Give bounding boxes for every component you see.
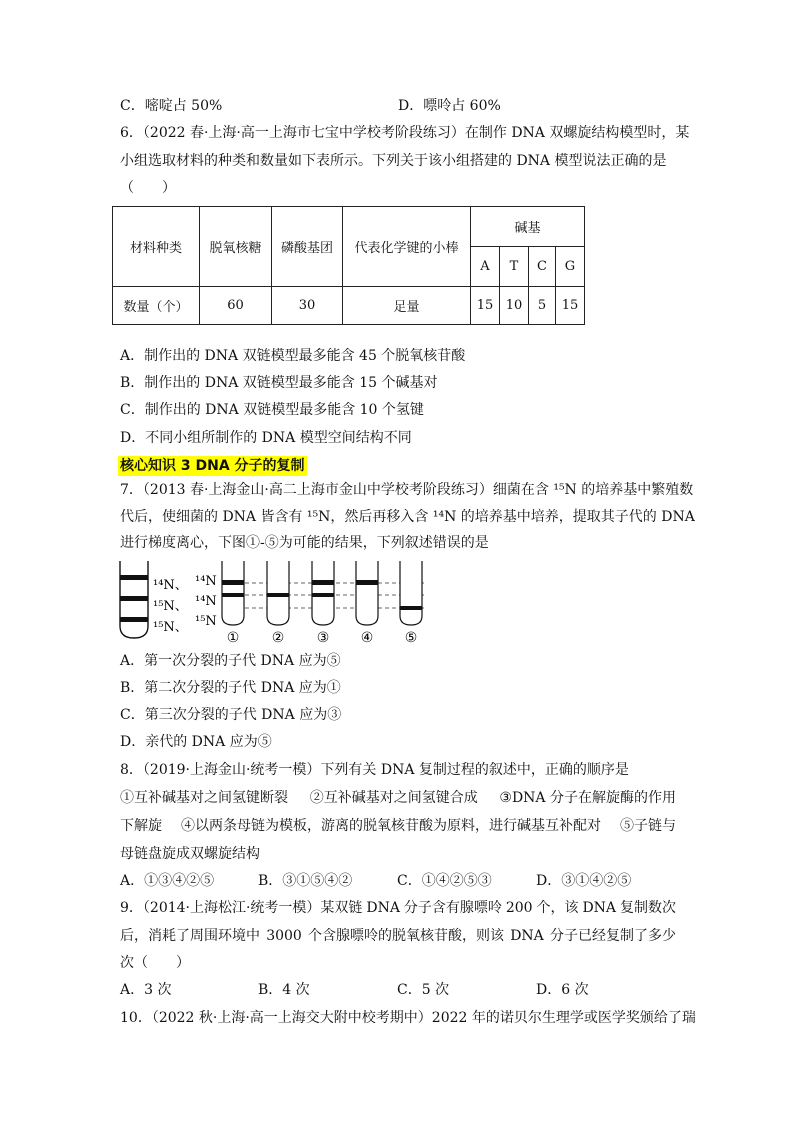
left-label-2: ¹⁵N、 [153,599,188,614]
base-c: C [529,247,556,287]
q7-stem-line2: 代后，使细菌的 DNA 皆含有 ¹⁵N，然后再移入含 ¹⁴N 的培养基中培养，提取其子代的 DNA [120,509,695,525]
count-sugar: 60 [200,287,272,325]
q6-option-d: D．不同小组所制作的 DNA 模型空间结构不同 [120,430,412,446]
q8-option-b: B．③①⑤④② [258,873,353,889]
q7-option-b: B．第二次分裂的子代 DNA 应为① [120,680,341,696]
q6-option-a: A．制作出的 DNA 双链模型最多能含 45 个脱氧核苷酸 [120,348,466,364]
q8-steps-line2 [120,816,676,836]
q6-option-b: B．制作出的 DNA 双链模型最多能含 15 个碱基对 [120,375,438,391]
base-g: G [556,247,585,287]
base-t: T [500,247,529,287]
q9-option-d: D．6 次 [536,982,589,998]
q8-option-c: C．①④②⑤③ [397,873,492,889]
parent-band-middle [120,596,148,601]
q9-text-2: DNA [366,900,400,916]
header-sugar: 脱氧核糖 [200,207,272,287]
left-label-3: ¹⁵N、 [153,620,188,635]
q9-text-4: 200 [505,900,533,916]
tube-3-band-hybrid [312,593,334,597]
q9-text-12: 分子已经复制了多少 [549,928,676,944]
materials-table [112,206,585,325]
parent-band-bottom [120,617,148,622]
tube-5-band-heavy [400,606,422,610]
q8-steps-line3: 母链盘旋成双螺旋结构 [120,846,260,862]
q8-step-1: ①互补碱基对之间氢键断裂 [120,790,288,806]
q9-text-5: 个，该 [536,900,579,916]
q9-stem-line1 [120,898,676,918]
header-phosphate: 磷酸基团 [272,207,343,287]
right-label-2: ¹⁴N [195,594,217,609]
tube-label-2: ② [271,630,285,646]
q8-option-a: A．①③④②⑤ [120,873,215,889]
q8-stem: 8．（2019·上海金山·统考一模）下列有关 DNA 复制过程的叙述中，正确的顺序是 [120,762,629,778]
q5-option-c: C．嘧啶占 50% [120,98,223,114]
q9-text-7: 复制数次 [619,900,676,916]
q5-option-d: D．嘌呤占 60% [398,98,501,114]
count-stick: 足量 [343,287,471,325]
tube-3-band-light [312,580,334,585]
count-g: 15 [556,287,585,325]
q7-stem-line1: 7．（2013 春·上海金山·高二上海市金山中学校考阶段练习）细菌在含 ¹⁵N 的培养基中繁殖数 [120,482,694,498]
header-stick: 代表化学键的小棒 [343,207,471,287]
tube-label-1: ① [226,630,240,646]
section-heading: 核心知识 3 DNA 分子的复制 [120,458,305,474]
q7-stem-line3: 进行梯度离心，下图①-⑤为可能的结果，下列叙述错误的是 [120,535,489,551]
q8-step-5: ⑤子链与 [620,818,676,834]
q9-option-a: A．3 次 [120,982,172,998]
q6-stem-line2: 小组选取材料的种类和数量如下表所示。下列关于该小组搭建的 DNA 模型说法正确的是 [120,153,667,169]
count-phosphate: 30 [272,287,343,325]
tube-1-band-hybrid [222,593,244,597]
q6-answer-paren: （ ） [120,180,176,196]
tube-label-4: ④ [360,630,374,646]
q8-option-d: D．③①④②⑤ [536,873,632,889]
header-base: 碱基 [471,207,585,247]
header-material: 材料种类 [113,207,200,287]
tube-5 [400,561,422,625]
q7-option-a: A．第一次分裂的子代 DNA 应为⑤ [120,653,341,669]
q9-text-8: 后，消耗了周围环境中 [120,928,260,944]
q9-option-c: C．5 次 [397,982,450,998]
q8-step-3: ③DNA 分子在解旋酶的作用 [499,790,676,806]
right-label-3: ¹⁵N [195,614,217,629]
tube-2-band-hybrid [267,593,289,597]
q10-stem: 10．（2022 秋·上海·高一上海交大附中校考期中）2022 年的诺贝尔生理学或医学奖颁给了瑞 [120,1010,696,1026]
centrifuge-figure [115,558,435,646]
q9-text-10: 个含腺嘌呤的脱氧核苷酸，则该 [308,928,505,944]
left-label-1: ¹⁴N、 [153,578,188,593]
q9-text-11: DNA [510,928,544,944]
q6-stem-line1: 6．（2022 春·上海·高一上海市七宝中学校考阶段练习）在制作 DNA 双螺旋结构模型时，某 [120,125,690,141]
right-label-1: ¹⁴N [195,574,217,589]
tube-1-band-light [222,580,244,585]
q8-step-3-cont: 下解旋 [120,818,162,834]
q9-text-1: 9．（2014·上海松江·统考一模）某双链 [120,900,363,916]
base-a: A [471,247,500,287]
tube-label-3: ③ [316,630,330,646]
q9-text-6: DNA [582,900,617,916]
tube-label-5: ⑤ [404,630,418,646]
row-label: 数量（个） [113,287,200,325]
q8-step-2: ②互补碱基对之间氢键合成 [309,790,478,806]
count-t: 10 [500,287,529,325]
q7-option-d: D．亲代的 DNA 应为⑤ [120,734,272,750]
tube-4 [356,561,378,625]
q9-text-9: 3000 [266,928,302,944]
q6-option-c: C．制作出的 DNA 双链模型最多能含 10 个氢键 [120,402,424,418]
parent-band-top [120,575,148,580]
q8-steps-line1 [120,788,676,808]
q9-text-3: 分子含有腺嘌呤 [403,900,502,916]
count-c: 5 [529,287,556,325]
q9-stem-line3: 次（ ） [120,955,190,971]
q9-option-b: B．4 次 [258,982,310,998]
count-a: 15 [471,287,500,325]
tube-4-band-light [356,580,378,585]
q7-option-c: C．第三次分裂的子代 DNA 应为③ [120,707,342,723]
q8-step-4: ④以两条母链为模板，游离的脱氧核苷酸为原料，进行碱基互补配对 [181,818,601,834]
q9-stem-line2 [120,926,676,946]
